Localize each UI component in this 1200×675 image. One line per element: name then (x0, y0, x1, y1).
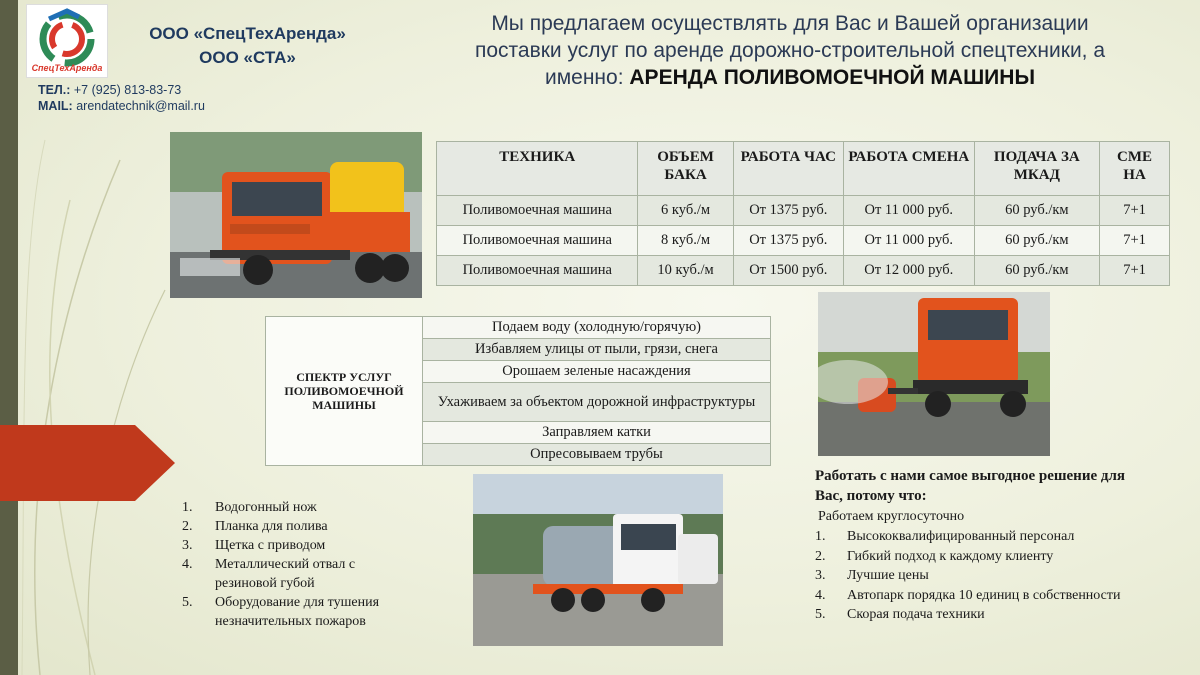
headline (400, 10, 1180, 91)
cell-shift-rate: От 12 000 руб. (843, 256, 974, 286)
cell-delivery: 60 руб./км (974, 196, 1100, 226)
equipment-item: Металлический отвал с резиновой губой (215, 557, 356, 591)
list-item: 4. Автопарк порядка 10 единиц в собственности (815, 586, 1145, 606)
company-name (120, 22, 375, 70)
list-item: 2. Планка для полива (182, 519, 328, 534)
company-logo (26, 4, 108, 78)
list-item: 4. Металлический отвал с резиновой губой (182, 555, 417, 593)
cell-hourly-rate: От 1375 руб. (733, 196, 843, 226)
price-table-header-row (437, 142, 1170, 196)
cell-tank-volume: 8 куб./м (638, 226, 733, 256)
why-item: Лучшие цены (847, 568, 929, 583)
cell-shift: 7+1 (1100, 226, 1170, 256)
logo-text: СпецТехАренда (31, 63, 103, 73)
cell-shift: 7+1 (1100, 196, 1170, 226)
service-item: Заправляем катки (423, 422, 771, 444)
cell-delivery: 60 руб./км (974, 256, 1100, 286)
company-line-1: ООО «СпецТехАренда» (149, 24, 346, 43)
headline-line-1: Мы предлагаем осуществлять для Вас и Вашей организации (491, 12, 1089, 35)
list-item: 5. Скорая подача техники (815, 605, 1145, 625)
truck-photo-1 (170, 132, 422, 298)
col-header-tank-volume: ОБЪЕМ БАКА (638, 142, 733, 196)
cell-hourly-rate: От 1375 руб. (733, 226, 843, 256)
cell-shift: 7+1 (1100, 256, 1170, 286)
price-table (436, 141, 1170, 286)
why-item: Высококвалифицированный персонал (847, 529, 1075, 544)
services-table (265, 316, 771, 466)
why-item: Гибкий подход к каждому клиенту (847, 548, 1054, 564)
headline-line-3-bold: АРЕНДА ПОЛИВОМОЕЧНОЙ МАШИНЫ (629, 66, 1036, 89)
list-item: 2. Гибкий подход к каждому клиенту (815, 547, 1145, 567)
equipment-item: Водогонный нож (215, 500, 317, 515)
equipment-item: Планка для полива (215, 519, 328, 534)
red-arrow-shape (0, 425, 175, 501)
headline-line-2: поставки услуг по аренде дорожно-строительной спецтехники, а (474, 39, 1106, 62)
service-item: Ухаживаем за объектом дорожной инфраструктуры (423, 383, 771, 422)
list-item: 5. Оборудование для тушения незначительных пожаров (182, 593, 417, 631)
cell-equipment: Поливомоечная машина (437, 226, 638, 256)
why-list (815, 527, 1145, 625)
cell-delivery: 60 руб./км (974, 226, 1100, 256)
cell-tank-volume: 10 куб./м (638, 256, 733, 286)
col-header-hourly-rate: РАБОТА ЧАС (733, 142, 843, 196)
mail-value: arendatechnik@mail.ru (76, 99, 205, 113)
service-item: Орошаем зеленые насаждения (423, 361, 771, 383)
list-item: 1. Водогонный нож (182, 500, 317, 515)
equipment-item: Оборудование для тушения незначительных пожаров (215, 595, 380, 629)
table-row (437, 226, 1170, 256)
cell-hourly-rate: От 1500 руб. (733, 256, 843, 286)
service-item: Опресовываем трубы (423, 444, 771, 466)
service-item: Подаем воду (холодную/горячую) (423, 317, 771, 339)
why-item: Автопарк порядка 10 единиц в собственности (847, 587, 1121, 603)
equipment-item: Щетка с приводом (215, 538, 326, 553)
contacts (38, 82, 205, 114)
services-title: СПЕКТР УСЛУГ ПОЛИВОМОЕЧНОЙ МАШИНЫ (266, 317, 423, 466)
headline-line-3-prefix: именно: (544, 66, 624, 89)
list-item: 1. Высококвалифицированный персонал (815, 527, 1145, 547)
equipment-list (182, 498, 417, 631)
truck-photo-3 (473, 474, 723, 646)
col-header-shift-rate: РАБОТА СМЕНА (843, 142, 974, 196)
phone-value: +7 (925) 813-83-73 (73, 83, 182, 97)
list-item: 3. Лучшие цены (815, 566, 1145, 586)
truck-photo-2 (818, 292, 1050, 456)
col-header-equipment: ТЕХНИКА (437, 142, 638, 196)
cell-equipment: Поливомоечная машина (437, 196, 638, 226)
cell-shift-rate: От 11 000 руб. (843, 196, 974, 226)
col-header-shift: СМЕ НА (1100, 142, 1170, 196)
cell-equipment: Поливомоечная машина (437, 256, 638, 286)
cell-tank-volume: 6 куб./м (638, 196, 733, 226)
table-row (437, 256, 1170, 286)
why-subtitle: Работаем круглосуточно (818, 509, 965, 524)
why-title: Работать с нами самое выгодное решение для Вас, потому что: (815, 468, 1125, 504)
why-item: Скорая подача техники (847, 607, 985, 622)
table-row (437, 196, 1170, 226)
service-item: Избавляем улицы от пыли, грязи, снега (423, 339, 771, 361)
cell-shift-rate: От 11 000 руб. (843, 226, 974, 256)
col-header-delivery: ПОДАЧА ЗА МКАД (974, 142, 1100, 196)
mail-label: MAIL: (38, 99, 73, 113)
phone-label: ТЕЛ.: (38, 83, 71, 97)
list-item: 3. Щетка с приводом (182, 538, 326, 553)
company-line-2: ООО «СТА» (199, 48, 296, 67)
